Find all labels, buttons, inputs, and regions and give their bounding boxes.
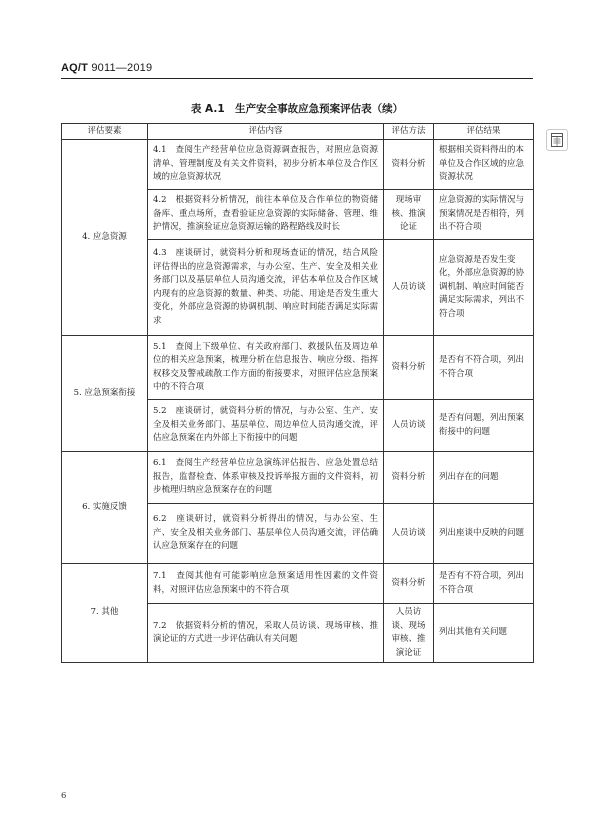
- requirement-cell: 6. 实施反馈: [62, 452, 148, 564]
- requirement-cell: 7. 其他: [62, 564, 148, 663]
- content-cell: 7.2 依据资料分析的情况，采取人员访谈、现场审核、推演论证的方式进一步评估确认有关问题: [148, 604, 384, 663]
- result-cell: 应急资源的实际情况与预案情况是否相符，列出不符合项: [434, 190, 534, 240]
- content-cell: 7.1 查阅其他有可能影响应急预案适用性因素的文件资料，对照评估应急预案中的不符合项: [148, 564, 384, 604]
- standard-header: [61, 62, 152, 74]
- result-cell: 列出座谈中反映的问题: [434, 504, 534, 564]
- content-cell: 6.2 座谈研讨，就资料分析得出的情况，与办公室、生产、安全及相关业务部门、基层单位人员沟通交流，评估确认应急预案存在的问题: [148, 504, 384, 564]
- page-number: 6: [61, 791, 67, 801]
- result-cell: 列出其他有关问题: [434, 604, 534, 663]
- evaluation-table: [61, 123, 534, 663]
- table-header-row: [62, 124, 534, 140]
- result-cell: 应急资源是否发生变化，外部应急资源的协调机制、响应时间能否满足实际需求，列出不符合项: [434, 240, 534, 336]
- content-cell: 6.1 查阅生产经营单位应急演练评估报告、应急处置总结报告，监督检查、体系审核及投诉举报方面的文件资料，初步梳理归纳应急预案存在的问题: [148, 452, 384, 504]
- method-cell: 人员访谈: [384, 400, 434, 452]
- table-row: [62, 140, 534, 190]
- content-cell: 5.1 查阅上下级单位、有关政府部门、救援队伍及周边单位的相关应急预案，梳理分析在信息报告、响应分级、指挥权移交及警戒疏散工作方面的衔接要求，对照评估应急预案中的不符合项: [148, 336, 384, 400]
- content-cell: 5.2 座谈研讨，就资料分析的情况，与办公室、生产、安全及相关业务部门、基层单位、周边单位人员沟通交流，评估应急预案在内外部上下衔接中的问题: [148, 400, 384, 452]
- content-cell: 4.3 座谈研讨，就资料分析和现场查证的情况，结合风险评估得出的应急资源需求，与办公室、生产、安全及相关业务部门以及基层单位人员沟通交流，评估本单位及合作区域内现有的应急资源的数量、种类、功能、用途是否发生重大变化，外部应急资源的协调机制、响应时间能否满足实际需求: [148, 240, 384, 336]
- table-caption: 表 A.1 生产安全事故应急预案评估表（续）: [190, 103, 404, 115]
- method-cell: 资料分析: [384, 452, 434, 504]
- method-cell: 资料分析: [384, 564, 434, 604]
- method-cell: 资料分析: [384, 336, 434, 400]
- header-rule: [61, 78, 533, 79]
- requirement-cell: 4. 应急资源: [62, 140, 148, 336]
- method-cell: 人员访谈: [384, 504, 434, 564]
- table-row: [62, 452, 534, 504]
- result-cell: 根据相关资料得出的本单位及合作区域的应急资源状况: [434, 140, 534, 190]
- column-header-result: 评估结果: [434, 124, 534, 140]
- method-cell: 人员访谈: [384, 240, 434, 336]
- result-cell: 是否有不符合项，列出不符合项: [434, 564, 534, 604]
- standard-code: AQ/T: [61, 62, 89, 74]
- requirement-cell: 5. 应急预案衔接: [62, 336, 148, 452]
- content-cell: 4.2 根据资料分析情况，前往本单位及合作单位的物资储备库、重点场所，查看验证应急资源的实际储备、管理、维护情况，推演验证应急资源运输的路程路线及时长: [148, 190, 384, 240]
- content-cell: 4.1 查阅生产经营单位应急资源调查报告，对照应急资源清单、管理制度及有关文件资料，初步分析本单位及合作区域的应急资源状况: [148, 140, 384, 190]
- result-cell: 列出存在的问题: [434, 452, 534, 504]
- column-header-content: 评估内容: [148, 124, 384, 140]
- result-cell: 是否有问题，列出预案衔接中的问题: [434, 400, 534, 452]
- table-row: [62, 564, 534, 604]
- method-cell: 现场审核、推演论证: [384, 190, 434, 240]
- table-row: [62, 336, 534, 400]
- standard-number: 9011—2019: [91, 62, 153, 74]
- column-header-requirement: 评估要素: [62, 124, 148, 140]
- method-cell: 人员访谈、现场审核、推演论证: [384, 604, 434, 663]
- column-header-method: 评估方法: [384, 124, 434, 140]
- window-layout-icon[interactable]: [546, 129, 568, 151]
- method-cell: 资料分析: [384, 140, 434, 190]
- result-cell: 是否有不符合项，列出不符合项: [434, 336, 534, 400]
